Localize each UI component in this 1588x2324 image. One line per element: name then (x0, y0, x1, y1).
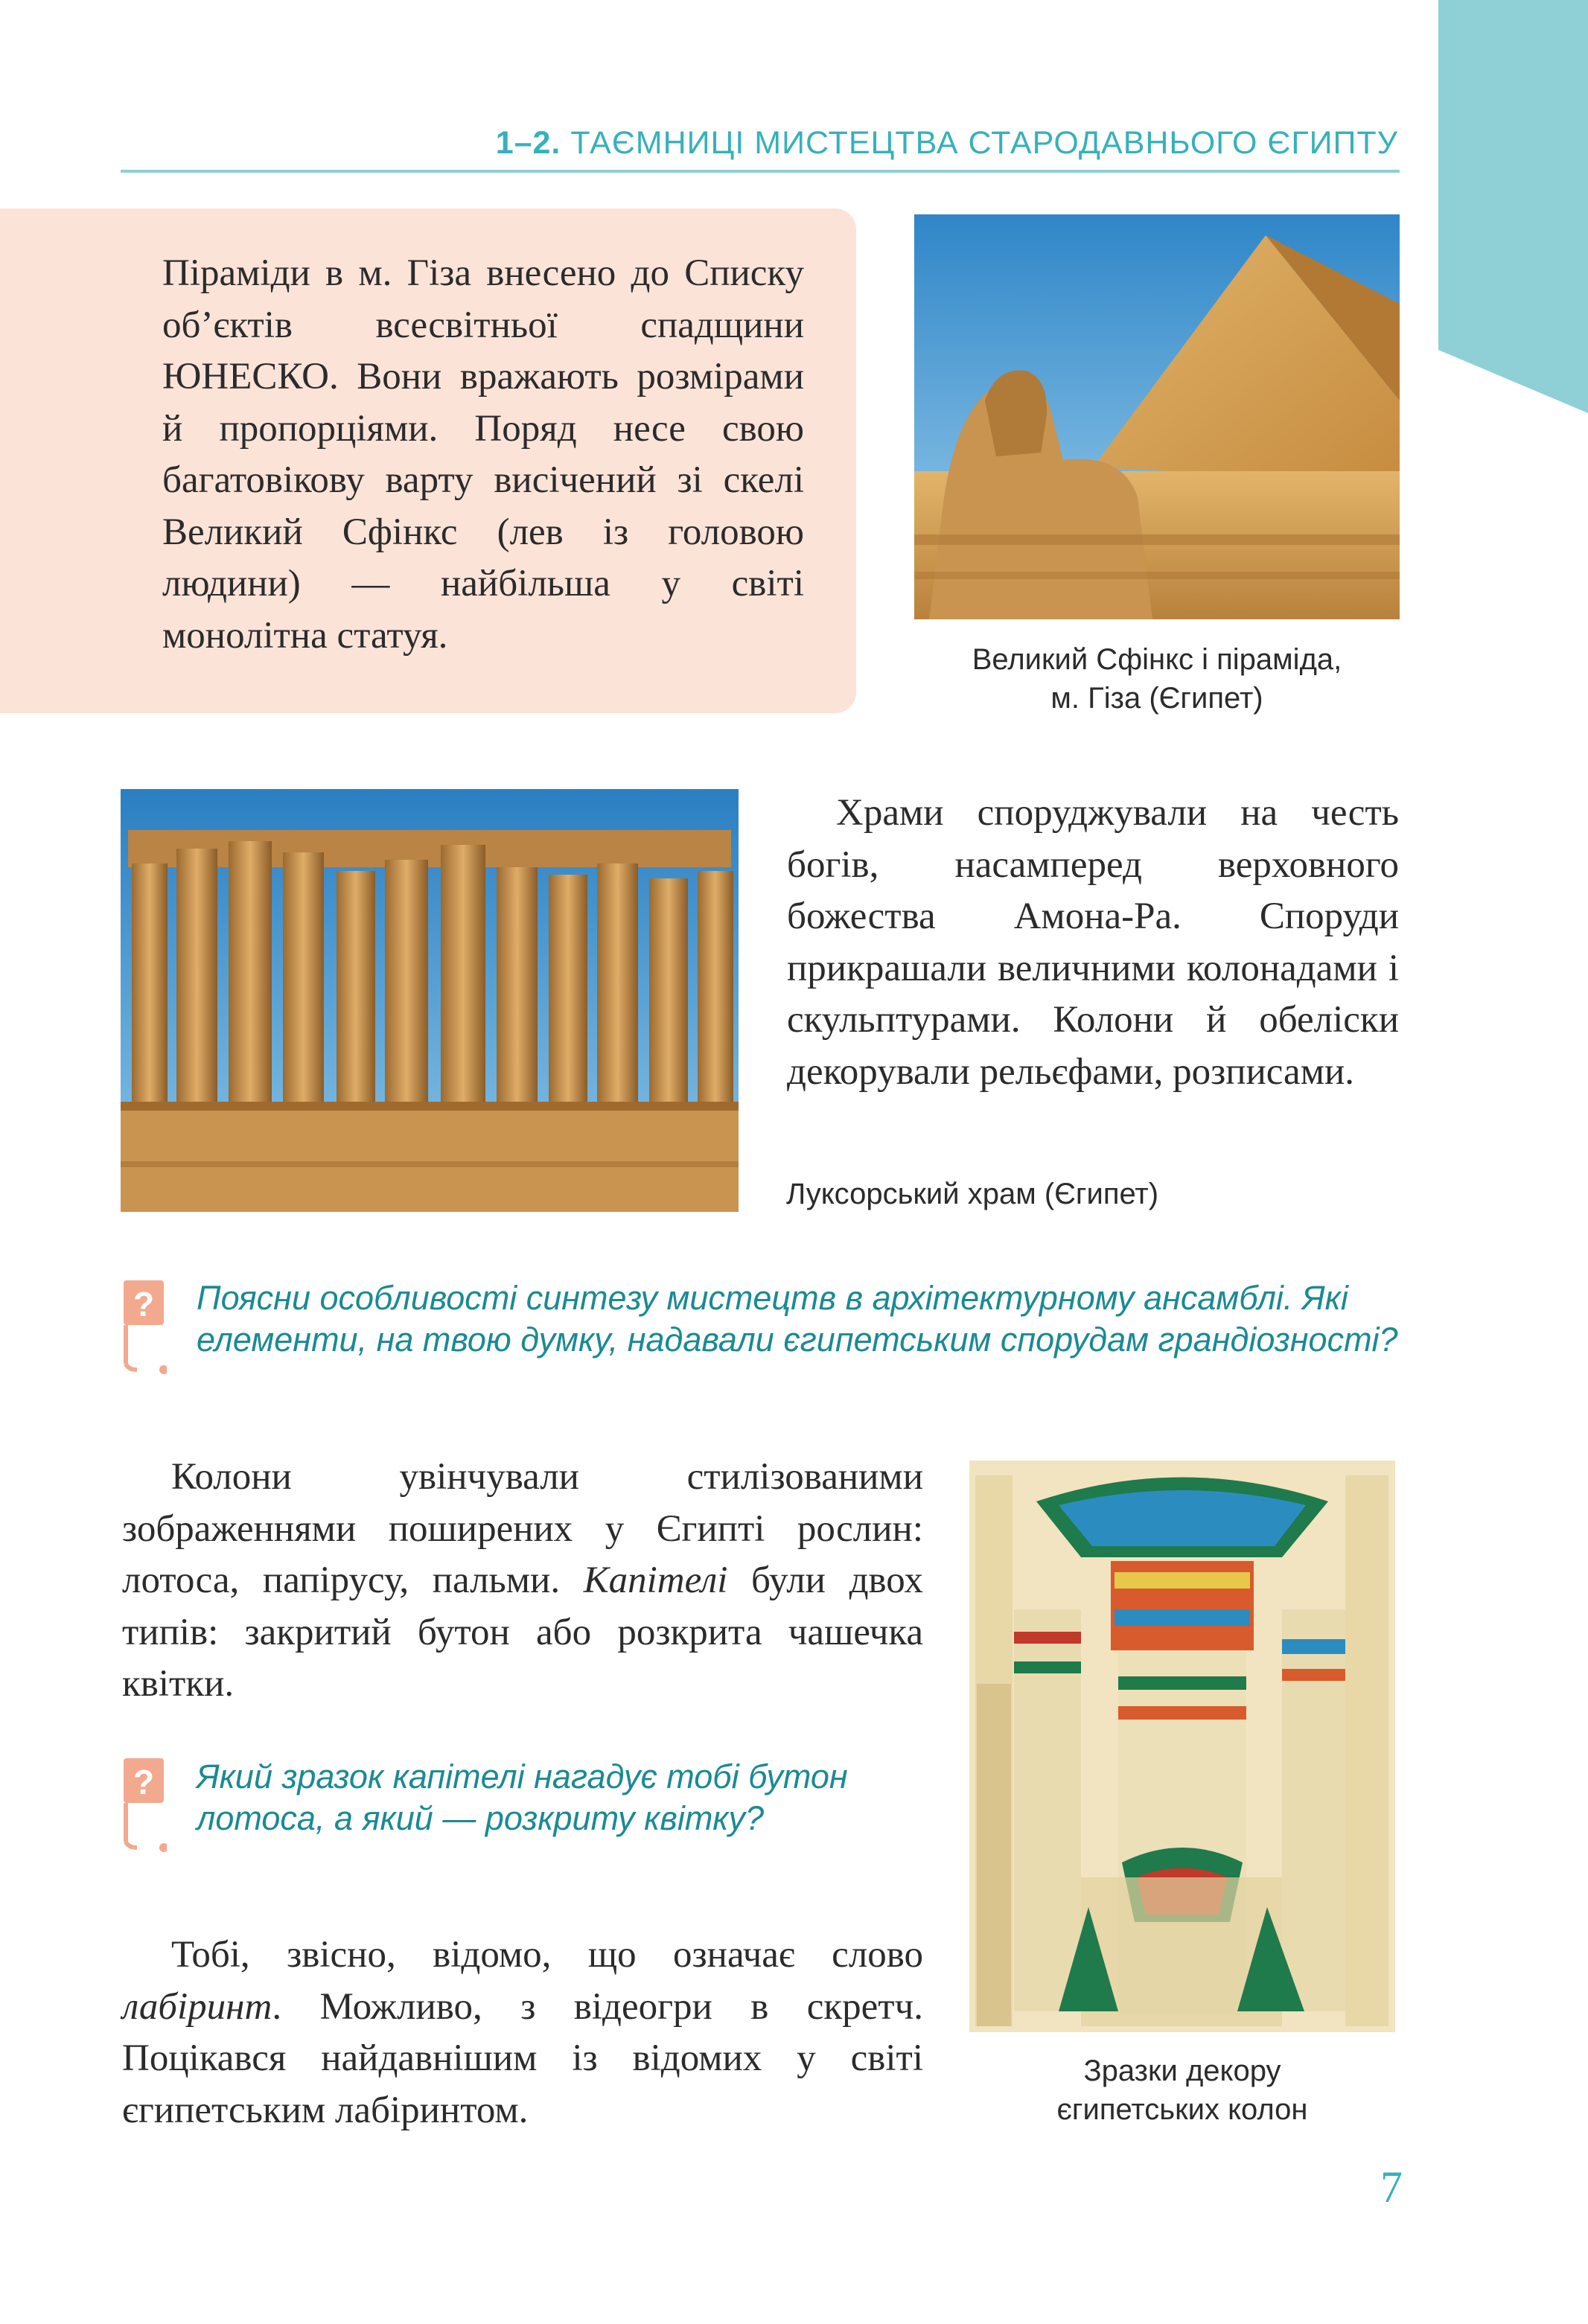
paragraph-columns-start: Колони увінчували стилізованими зображеннями поширених у Єгипті рослин: лотоса, папірусу, пальми. (122, 1456, 923, 1601)
paragraph-labyrinth-start: Тобі, звісно, відомо, що означає слово (171, 1934, 923, 1976)
header-rule (121, 170, 1400, 173)
question-icon-symbol: ? (133, 1763, 155, 1801)
section-number: 1–2. (495, 125, 561, 161)
paragraph-labyrinth-end: . Можливо, з відеогри в скретч. Поцікався найдавнішим із відомих у світі єгипетським лабіринтом. (122, 1985, 923, 2131)
caption-sphinx-line1: Великий Сфінкс і піраміда, (972, 643, 1342, 676)
paragraph-temples (787, 788, 1399, 1098)
caption-temple: Луксорський храм (Єгипет) (786, 1178, 1159, 1210)
corner-tab-slant (1438, 350, 1588, 413)
caption-sphinx-line2: м. Гіза (Єгипет) (1050, 682, 1263, 715)
question-mark-icon (122, 1757, 167, 1852)
caption-columns-line1: Зразки декору (1083, 2055, 1281, 2087)
luxor-temple-photo (121, 789, 739, 1212)
term-labyrinth: лабіринт (122, 1985, 272, 2028)
column-decor-illustration (969, 1461, 1395, 2032)
sphinx-pyramid-photo (914, 214, 1400, 619)
question-mark-icon (122, 1279, 167, 1374)
paragraph-labyrinth (122, 1929, 923, 2136)
page-number: 7 (1380, 2162, 1403, 2212)
page-header (119, 125, 1398, 162)
caption-columns (969, 2052, 1395, 2129)
question-capitals: Який зразок капітелі нагадує тобі бутон лотоса, а який — розкриту квітку? (197, 1758, 848, 1837)
term-capitals: Капітелі (583, 1560, 728, 1601)
paragraph-columns-end: були двох типів: закритий бутон або розкрита чашечка квітки. (122, 1560, 924, 1705)
paragraph-temples-text: Храми споруджували на честь богів, насамперед верховного божества Амона-Ра. Споруди прикрашали величними колонадами і скульптурами. Колони й обеліски декорували рельєфами, розписами. (787, 792, 1399, 1093)
section-title: ТАЄМНИЦІ МИСТЕЦТВА СТАРОДАВНЬОГО ЄГИПТУ (570, 125, 1398, 161)
paragraph-columns (122, 1452, 923, 1711)
question-icon-symbol: ? (133, 1285, 155, 1324)
paragraph-pyramids: Піраміди в м. Гіза внесено до Списку об’єктів всесвітньої спадщини ЮНЕСКО. Вони вражають розмірами й пропорціями. Поряд несе свою багатовікову варту висічений зі скелі Великий Сфінкс (лев із головою людини) — найбільша у світі монолітна статуя. (162, 252, 804, 657)
caption-columns-line2: єгипетських колон (1056, 2093, 1308, 2126)
paragraph-columns-text (122, 1452, 923, 1711)
caption-sphinx (914, 640, 1400, 718)
corner-tab (1438, 0, 1588, 350)
paragraph-labyrinth-text (122, 1929, 923, 2136)
question-synthesis: Поясни особливості синтезу мистецтв в архітектурному ансамблі. Які елементи, на твою думку, надавали єгипетським спорудам грандіозності? (197, 1279, 1398, 1359)
